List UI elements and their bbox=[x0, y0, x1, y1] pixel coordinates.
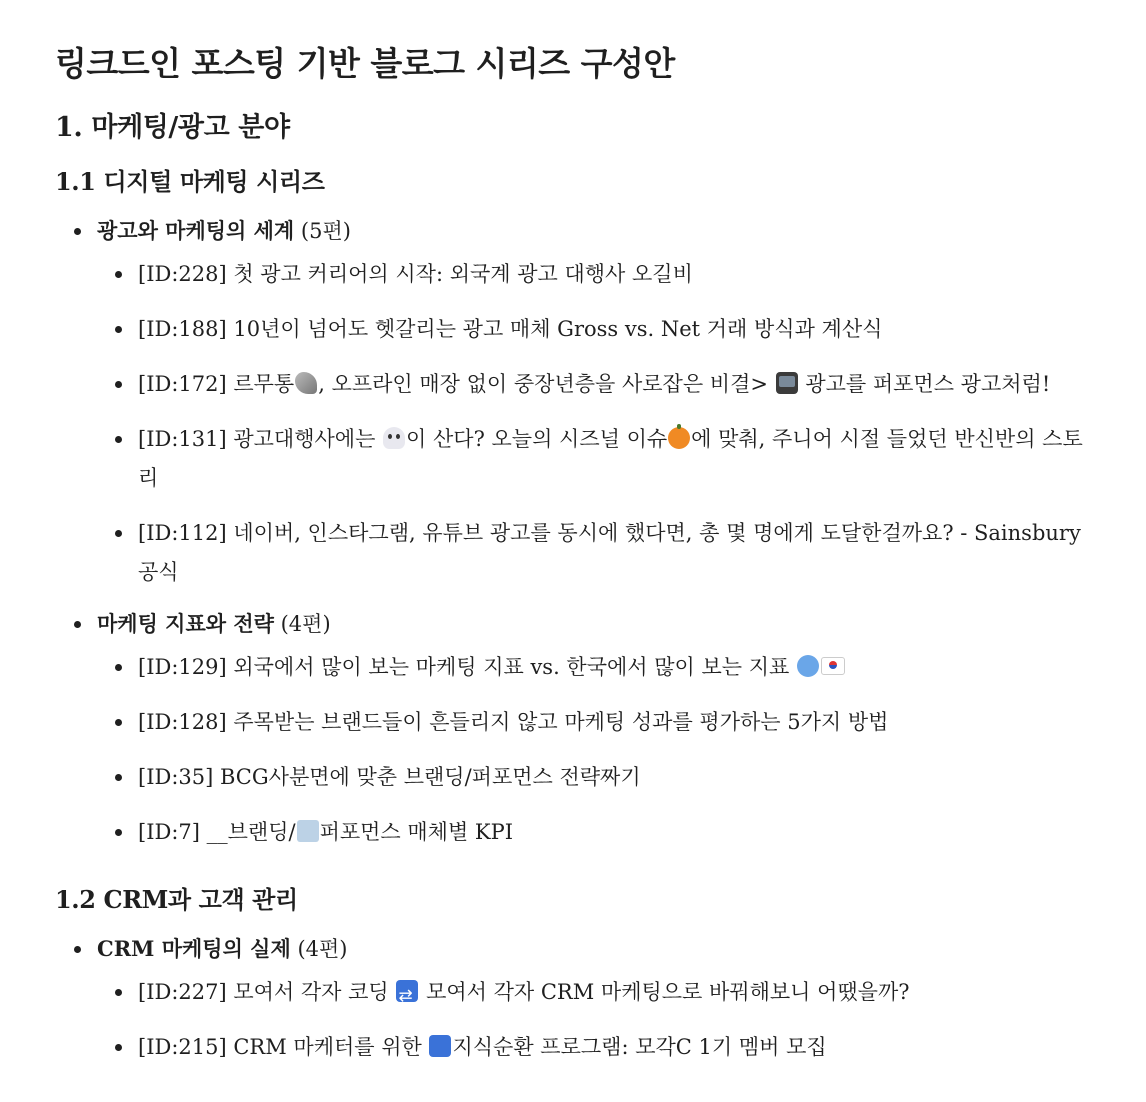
ghost-icon bbox=[383, 427, 405, 449]
series-count: (5편) bbox=[300, 218, 351, 243]
series-name: CRM 마케팅의 실제 bbox=[97, 935, 291, 961]
post-text: [ID:228] 첫 광고 커리어의 시작: 외국계 광고 대행사 오길비 bbox=[138, 261, 693, 286]
post-text: [ID:172] 르무통 bbox=[138, 371, 295, 396]
post-item bbox=[97, 420, 1090, 498]
post-list bbox=[97, 648, 1090, 852]
page-title: 링크드인 포스팅 기반 블로그 시리즈 구성안 bbox=[55, 44, 675, 83]
new-icon bbox=[429, 1035, 451, 1057]
tv-icon bbox=[776, 372, 798, 394]
post-text: , 오프라인 매장 없이 중장년층을 사로잡은 비결> bbox=[318, 371, 775, 396]
series-count: (4편) bbox=[297, 936, 348, 961]
bullet-icon bbox=[74, 228, 81, 235]
post-text: [ID:128] 주목받는 브랜드들이 흔들리지 않고 마케팅 성과를 평가하는 5가지 방법 bbox=[138, 709, 889, 734]
series-item bbox=[55, 215, 1090, 592]
bullet-icon bbox=[115, 719, 122, 726]
post-text: [ID:131] 광고대행사에는 bbox=[138, 426, 383, 451]
bullet-icon bbox=[115, 989, 122, 996]
post-text: [ID:7] __브랜딩/ bbox=[138, 819, 296, 844]
post-item bbox=[97, 514, 1090, 592]
post-item bbox=[97, 255, 1090, 294]
subsection-heading-digital-marketing: 1.1 디지털 마케팅 시리즈 bbox=[55, 166, 325, 196]
post-item bbox=[97, 703, 1090, 742]
post-item bbox=[97, 973, 1090, 1012]
post-item bbox=[97, 758, 1090, 797]
post-item bbox=[97, 1028, 1090, 1067]
cart-icon bbox=[297, 820, 319, 842]
bullet-icon bbox=[115, 774, 122, 781]
post-item bbox=[97, 365, 1090, 404]
bullet-icon bbox=[115, 530, 122, 537]
bullet-icon bbox=[115, 829, 122, 836]
post-text: 에 맞춰, 주니어 시절 들었던 반신반의 스토리 bbox=[138, 426, 1083, 490]
post-item bbox=[97, 648, 1090, 687]
post-text: [ID:35] BCG사분면에 맞춘 브랜딩/퍼포먼스 전략짜기 bbox=[138, 764, 641, 789]
series-item bbox=[55, 933, 1090, 1067]
series-name: 광고와 마케팅의 세계 bbox=[97, 217, 295, 243]
subsection-heading-crm: 1.2 CRM과 고객 관리 bbox=[55, 884, 298, 914]
bullet-icon bbox=[74, 621, 81, 628]
post-text: 모여서 각자 CRM 마케팅으로 바꿔해보니 어땠을까? bbox=[419, 979, 910, 1004]
post-text: [ID:215] CRM 마케터를 위한 bbox=[138, 1034, 429, 1059]
post-list bbox=[97, 255, 1090, 592]
series-name: 마케팅 지표와 전략 bbox=[97, 610, 274, 636]
bullet-icon bbox=[115, 326, 122, 333]
post-text: [ID:129] 외국에서 많이 보는 마케팅 지표 vs. 한국에서 많이 보는 지표 bbox=[138, 654, 796, 679]
post-text: 광고를 퍼포먼스 광고처럼! bbox=[798, 371, 1051, 396]
bullet-icon bbox=[115, 1044, 122, 1051]
globe-icon bbox=[797, 655, 819, 677]
section-heading-marketing: 1. 마케팅/광고 분야 bbox=[55, 111, 290, 143]
post-text: [ID:227] 모여서 각자 코딩 bbox=[138, 979, 396, 1004]
bullet-icon bbox=[115, 436, 122, 443]
shuffle-icon bbox=[396, 980, 418, 1002]
series-item bbox=[55, 608, 1090, 852]
post-item bbox=[97, 813, 1090, 852]
bullet-icon bbox=[115, 664, 122, 671]
korea-flag-icon bbox=[821, 657, 845, 675]
pumpkin-icon bbox=[668, 427, 690, 449]
post-text: 지식순환 프로그램: 모각C 1기 멤버 모집 bbox=[452, 1034, 827, 1059]
post-list bbox=[97, 973, 1090, 1067]
series-count: (4편) bbox=[280, 611, 331, 636]
series-list-digital-marketing bbox=[55, 215, 1090, 852]
bullet-icon bbox=[115, 271, 122, 278]
post-text: 퍼포먼스 매체별 KPI bbox=[319, 819, 514, 844]
bullet-icon bbox=[115, 381, 122, 388]
post-item bbox=[97, 310, 1090, 349]
bullet-icon bbox=[74, 946, 81, 953]
shoe-icon bbox=[295, 372, 317, 394]
post-text: [ID:188] 10년이 넘어도 헷갈리는 광고 매체 Gross vs. Net 거래 방식과 계산식 bbox=[138, 316, 883, 341]
series-list-crm bbox=[55, 933, 1090, 1067]
post-text: [ID:112] 네이버, 인스타그램, 유튜브 광고를 동시에 했다면, 총 몇 명에게 도달한걸까요? - Sainsbury 공식 bbox=[138, 520, 1081, 584]
post-text: 이 산다? 오늘의 시즈널 이슈 bbox=[406, 426, 668, 451]
